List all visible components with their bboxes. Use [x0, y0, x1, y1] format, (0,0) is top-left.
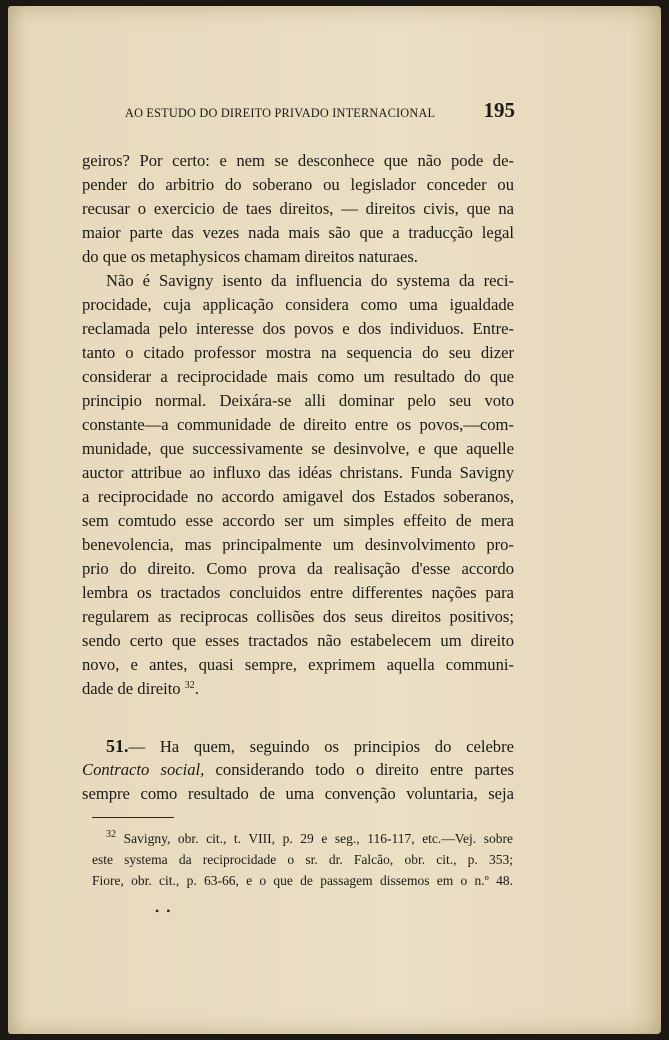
footnote-line-1 [106, 829, 513, 849]
footnote-rule [92, 817, 174, 818]
footnote-marker: 32 [106, 829, 116, 840]
body-line: benevolencia, mas principalmente um desinvolvimento pro- [82, 535, 514, 554]
body-line: munidade, que successivamente se desinvolve, e que aquelle [82, 439, 514, 458]
section-51-text: considerando todo o direito entre partes [215, 760, 514, 779]
body-line: constante—a communidade de direito entre os povos,—com- [82, 415, 514, 434]
body-line: considerar a reciprocidade mais como um resultado do que [82, 367, 514, 386]
body-line: do que os metaphysicos chamam direitos naturaes. [82, 247, 418, 266]
body-line: a reciprocidade no accordo amigavel dos Estados soberanos, [82, 487, 514, 506]
footnote-reference: 32 [184, 680, 195, 691]
body-line: reclamada pelo interesse dos povos e dos individuos. Entre- [82, 319, 514, 338]
body-line-text: dade de direito [82, 679, 181, 698]
body-line: sendo certo que esses tractados não estabelecem um direito [82, 631, 514, 650]
body-line: prio do direito. Como prova da realisação d'esse accordo [82, 559, 514, 578]
section-51-line-2 [82, 758, 514, 782]
body-line: recusar o exercicio de taes direitos, — direitos civis, que na [82, 199, 514, 218]
section-51-italic-term: Contracto social, [82, 760, 205, 779]
body-line: auctor attribue ao influxo das idéas christans. Funda Savigny [82, 463, 514, 482]
body-line: novo, e antes, quasi sempre, exprimem aquella communi- [82, 655, 514, 674]
section-51-line-3: sempre como resultado de uma convenção voluntaria, seja [82, 784, 514, 803]
section-51-line-1 [106, 734, 514, 758]
body-line: procidade, cuja applicação considera como uma igualdade [82, 295, 514, 314]
body-line: regularem as reciprocas collisões dos seus direitos positivos; [82, 607, 514, 626]
running-title: AO ESTUDO DO DIREITO PRIVADO INTERNACIONAL [125, 106, 436, 120]
section-number: 51. [106, 736, 129, 756]
body-line: pender do arbitrio do soberano ou legislador conceder ou [82, 175, 514, 194]
page-number: 195 [483, 98, 515, 122]
body-line: maior parte das vezes nada mais são que a traducção legal [82, 223, 514, 242]
footnote-text: Savigny, obr. cit., t. VIII, p. 29 e seg., 116-117, etc.—Vej. sobre [123, 831, 513, 846]
printer-mark: • • [155, 904, 173, 918]
body-line: principio normal. Deixára-se alli dominar pelo seu voto [82, 391, 514, 410]
footnote-line-3: Fiore, obr. cit., p. 63-66, e o que de passagem dissemos em o n.º 48. [92, 873, 513, 888]
section-51-text: Ha quem, seguindo os principios do celebre [159, 737, 514, 756]
running-head [125, 98, 515, 122]
footnote-line-2: este systema da reciprocidade o sr. dr. Falcão, obr. cit., p. 353; [92, 852, 513, 867]
body-line: geiros? Por certo: e nem se desconhece que não pode de- [82, 151, 514, 170]
body-line: lembra os tractados concluidos entre differentes nações para [82, 583, 514, 602]
body-line: Não é Savigny isento da influencia do systema da reci- [106, 271, 514, 290]
body-line: sem comtudo esse accordo ser um simples effeito de mera [82, 511, 514, 530]
body-line: tanto o citado professor mostra na sequencia do seu dizer [82, 343, 514, 362]
body-line-final: dade de direito $^{32}$. [82, 679, 199, 698]
section-dash: — [128, 737, 146, 756]
